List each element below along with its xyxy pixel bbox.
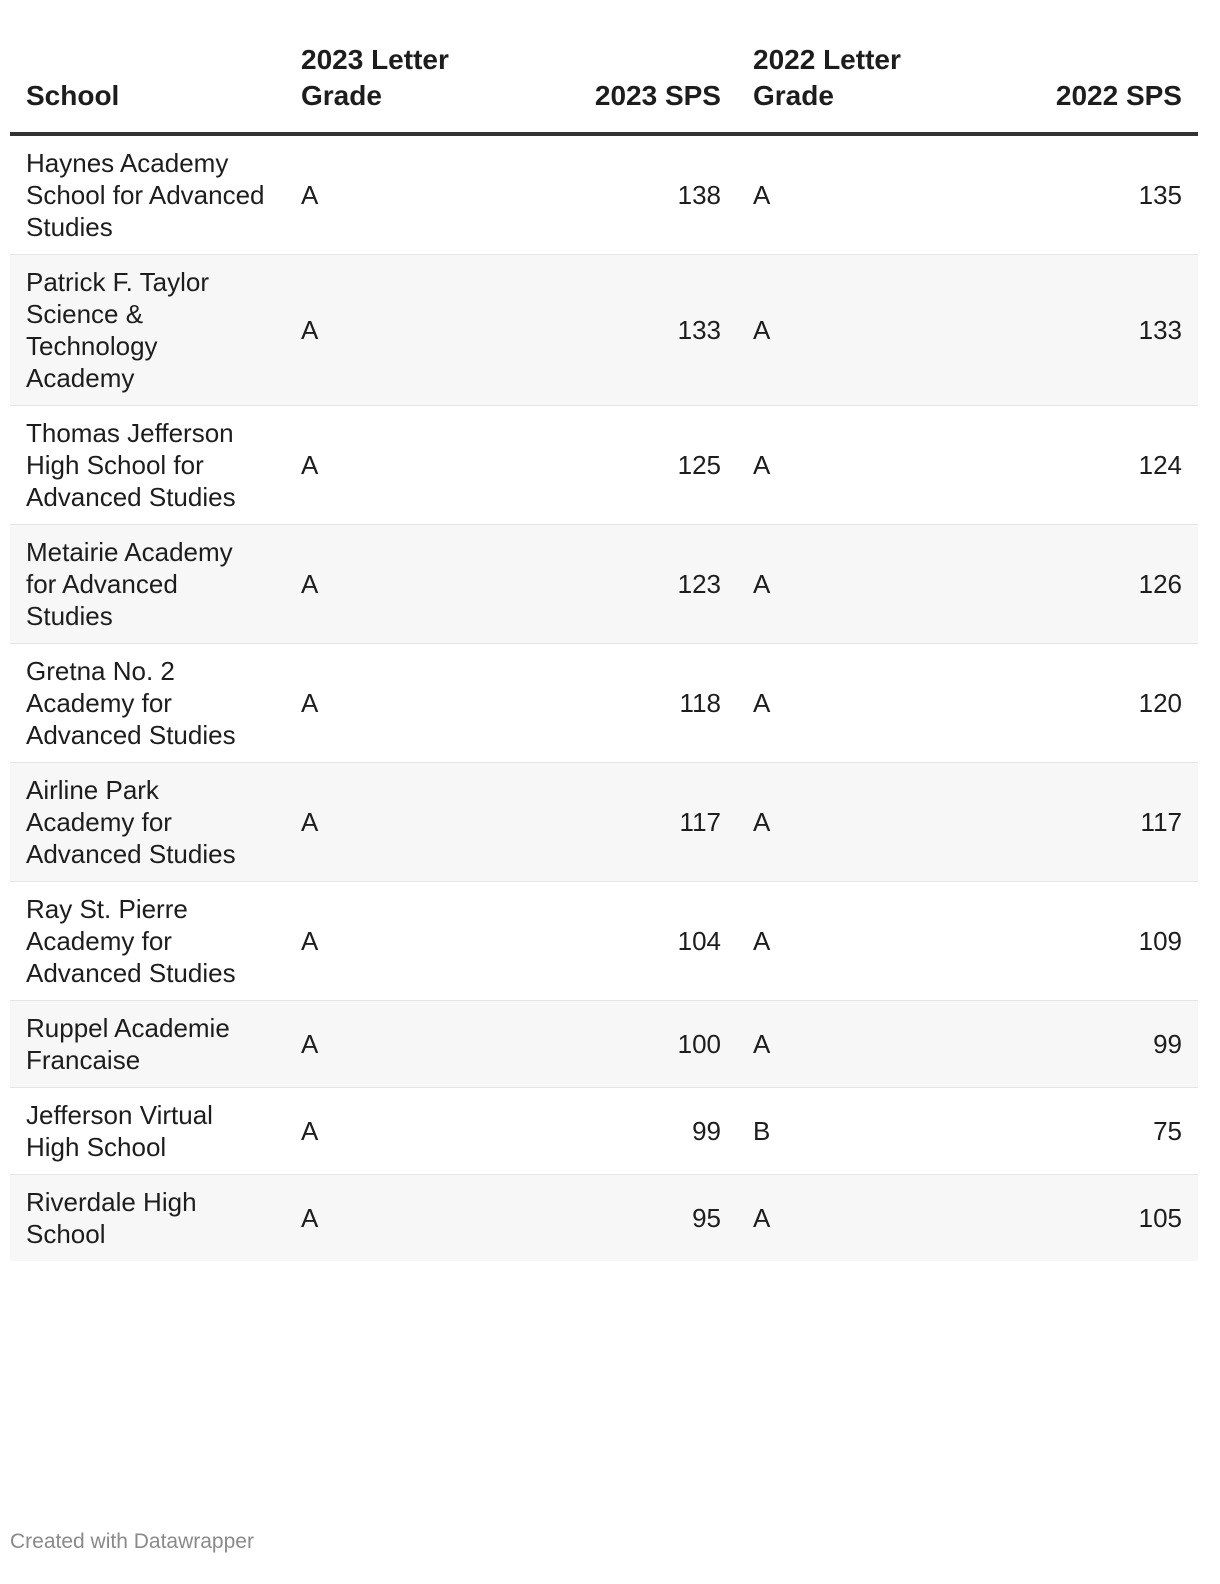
cell-2022-letter-grade: A [737, 134, 957, 255]
table-body [10, 134, 1198, 1261]
cell-2023-sps: 133 [505, 255, 737, 406]
table-row [10, 406, 1198, 525]
cell-2022-letter-grade: B [737, 1088, 957, 1175]
cell-2023-sps: 95 [505, 1175, 737, 1262]
cell-school: Patrick F. Taylor Science & Technology Academy [10, 255, 285, 406]
cell-2022-letter-grade: A [737, 525, 957, 644]
header-2022-letter-grade[interactable]: 2022 Letter Grade [737, 28, 957, 134]
cell-2022-sps: 75 [957, 1088, 1198, 1175]
table-row [10, 134, 1198, 255]
table-header [10, 28, 1198, 134]
header-2023-letter-grade[interactable]: 2023 Letter Grade [285, 28, 505, 134]
cell-2023-sps: 138 [505, 134, 737, 255]
cell-school: Jefferson Virtual High School [10, 1088, 285, 1175]
header-school[interactable]: School [10, 28, 285, 134]
cell-2023-letter-grade: A [285, 1001, 505, 1088]
header-row [10, 28, 1198, 134]
cell-school: Riverdale High School [10, 1175, 285, 1262]
cell-2022-sps: 105 [957, 1175, 1198, 1262]
table-row [10, 1001, 1198, 1088]
table-row [10, 1175, 1198, 1262]
data-table-container [10, 28, 1198, 1261]
cell-school: Airline Park Academy for Advanced Studies [10, 763, 285, 882]
cell-2022-letter-grade: A [737, 406, 957, 525]
cell-2022-sps: 109 [957, 882, 1198, 1001]
datawrapper-credit: Created with Datawrapper [10, 1530, 254, 1553]
cell-2022-letter-grade: A [737, 882, 957, 1001]
table-row [10, 644, 1198, 763]
cell-school: Thomas Jefferson High School for Advanced Studies [10, 406, 285, 525]
cell-2022-letter-grade: A [737, 1001, 957, 1088]
cell-2023-sps: 100 [505, 1001, 737, 1088]
cell-2023-sps: 104 [505, 882, 737, 1001]
cell-2023-letter-grade: A [285, 644, 505, 763]
cell-2023-letter-grade: A [285, 1175, 505, 1262]
header-2022-sps[interactable]: 2022 SPS [957, 28, 1198, 134]
cell-2023-sps: 99 [505, 1088, 737, 1175]
header-2023-sps[interactable]: 2023 SPS [505, 28, 737, 134]
cell-2023-letter-grade: A [285, 525, 505, 644]
cell-2022-sps: 120 [957, 644, 1198, 763]
cell-school: Ray St. Pierre Academy for Advanced Studies [10, 882, 285, 1001]
school-performance-table [10, 28, 1198, 1261]
cell-2022-letter-grade: A [737, 255, 957, 406]
cell-2022-sps: 126 [957, 525, 1198, 644]
cell-2022-sps: 117 [957, 763, 1198, 882]
cell-2022-sps: 124 [957, 406, 1198, 525]
cell-2023-sps: 125 [505, 406, 737, 525]
table-row [10, 763, 1198, 882]
cell-2022-sps: 133 [957, 255, 1198, 406]
table-row [10, 882, 1198, 1001]
cell-2022-letter-grade: A [737, 763, 957, 882]
cell-school: Ruppel Academie Francaise [10, 1001, 285, 1088]
cell-2023-letter-grade: A [285, 882, 505, 1001]
cell-2023-letter-grade: A [285, 1088, 505, 1175]
table-row [10, 1088, 1198, 1175]
cell-2023-sps: 123 [505, 525, 737, 644]
table-row [10, 525, 1198, 644]
cell-2023-letter-grade: A [285, 255, 505, 406]
cell-2022-sps: 99 [957, 1001, 1198, 1088]
cell-2023-sps: 117 [505, 763, 737, 882]
cell-2022-sps: 135 [957, 134, 1198, 255]
cell-school: Metairie Academy for Advanced Studies [10, 525, 285, 644]
cell-2023-letter-grade: A [285, 406, 505, 525]
cell-school: Haynes Academy School for Advanced Studies [10, 134, 285, 255]
cell-2023-letter-grade: A [285, 763, 505, 882]
cell-school: Gretna No. 2 Academy for Advanced Studies [10, 644, 285, 763]
cell-2023-letter-grade: A [285, 134, 505, 255]
table-row [10, 255, 1198, 406]
cell-2023-sps: 118 [505, 644, 737, 763]
cell-2022-letter-grade: A [737, 644, 957, 763]
cell-2022-letter-grade: A [737, 1175, 957, 1262]
